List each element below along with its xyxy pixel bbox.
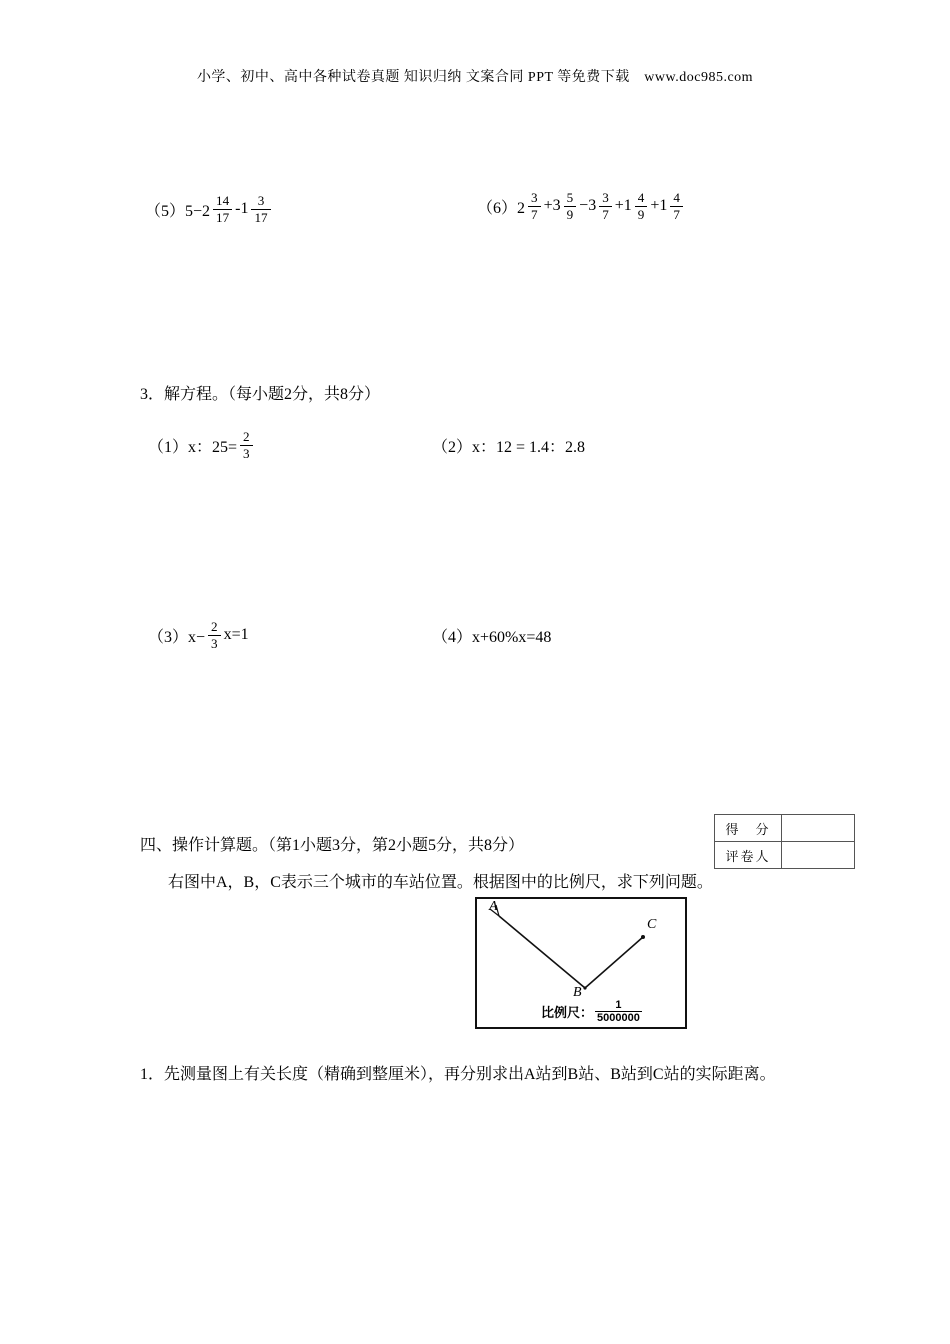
score-value-cell — [782, 815, 855, 842]
math-text: （1）x：25= — [148, 438, 238, 456]
score-row — [715, 815, 855, 842]
math-text: +3 — [543, 197, 561, 214]
section4-title: 四、操作计算题。（第1小题3分，第2小题5分，共8分） — [140, 837, 525, 854]
score-label-cell: 得 分 — [715, 815, 782, 842]
section3-title: 3．解方程。（每小题2分，共8分） — [140, 386, 381, 403]
math-fraction: $\frac{4}{7}$ — [670, 190, 683, 221]
scale-fraction-numerator: 1 — [615, 999, 622, 1011]
equation-1 — [148, 422, 256, 468]
question-1-text: 1．先测量图上有关长度（精确到整厘米），再分别求出A站到B站、B站到C站的实际距离。 — [140, 1066, 776, 1083]
point-label-c: C — [647, 917, 657, 932]
math-fraction: $\frac{4}{9}$ — [635, 190, 648, 221]
scale-label: 比例尺： — [541, 1005, 594, 1021]
math-text: （3）x− — [148, 628, 206, 646]
point-label-a: A — [489, 899, 498, 914]
math-text: （2）x：12 = 1.4：2.8 — [432, 438, 586, 456]
math-fraction: $\frac{2}{3}$ — [240, 429, 253, 460]
grader-value-cell — [782, 842, 855, 869]
math-text: （6）2 — [477, 199, 526, 217]
math-text: x=1 — [223, 626, 249, 643]
math-fraction: $\frac{3}{7}$ — [528, 190, 541, 221]
score-box — [714, 814, 855, 869]
problem-6-expression — [477, 183, 686, 229]
map-diagram — [475, 897, 687, 1029]
math-fraction: $\frac{3}{7}$ — [599, 190, 612, 221]
math-fraction: $\frac{14}{17}$ — [213, 193, 232, 224]
grader-row — [715, 842, 855, 869]
math-text: -1 — [235, 200, 249, 217]
math-fraction: $\frac{2}{3}$ — [208, 619, 221, 650]
grader-label-cell: 评卷人 — [715, 842, 782, 869]
math-text: （5）5−2 — [145, 202, 211, 220]
scale-indicator — [541, 999, 645, 1024]
math-text: +1 — [614, 197, 632, 214]
math-text: （4）x+60%x=48 — [432, 628, 552, 646]
doc-header-text: 小学、初中、高中各种试卷真题 知识归纳 文案合同 PPT 等免费下载 www.doc985.com — [196, 70, 754, 85]
point-label-b: B — [573, 985, 582, 1000]
scale-fraction — [595, 999, 642, 1024]
section4-intro: 右图中A，B，C表示三个城市的车站位置。根据图中的比例尺，求下列问题。 — [168, 874, 713, 891]
math-fraction: $\frac{3}{17}$ — [251, 193, 270, 224]
equation-4 — [432, 612, 551, 658]
math-text: +1 — [650, 197, 668, 214]
equation-3 — [148, 612, 249, 658]
math-fraction: $\frac{5}{9}$ — [564, 190, 577, 221]
equation-2 — [432, 422, 585, 468]
problem-5-expression — [145, 186, 274, 232]
math-text: −3 — [579, 197, 597, 214]
scale-fraction-denominator: 5000000 — [597, 1012, 640, 1025]
